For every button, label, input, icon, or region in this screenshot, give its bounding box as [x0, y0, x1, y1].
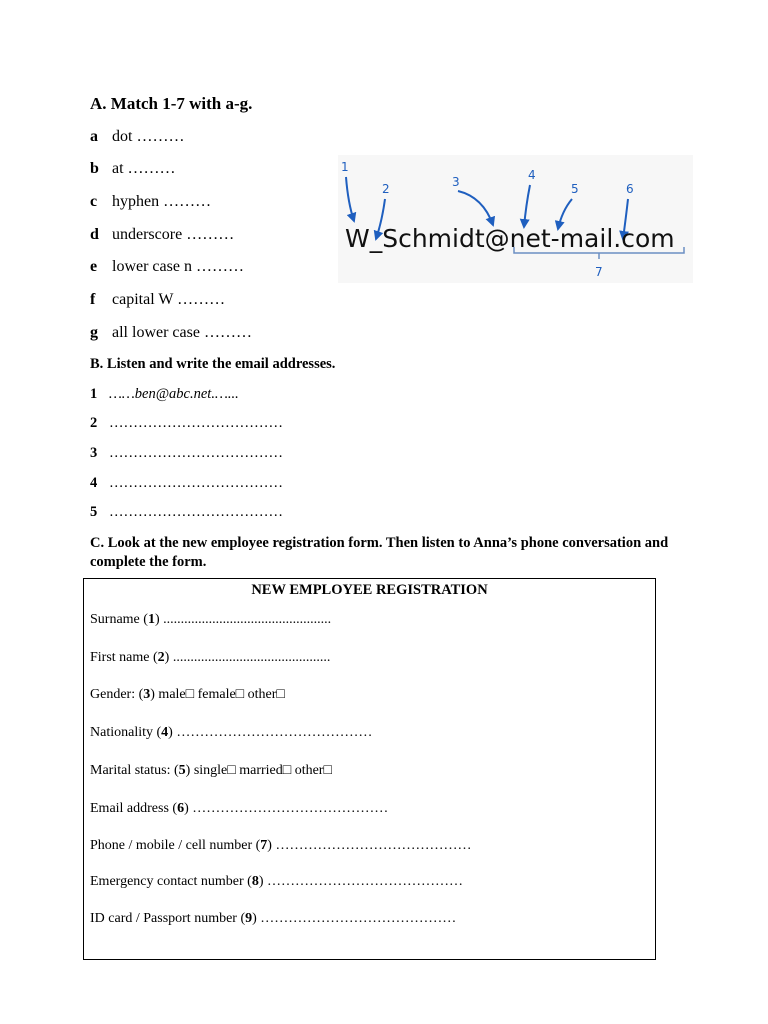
- item-letter: a: [90, 128, 98, 145]
- section-b-title: B. Listen and write the email addresses.: [90, 356, 336, 372]
- row-label: Gender: (: [90, 687, 144, 702]
- form-row-nationality: [90, 725, 372, 741]
- item-text: at ………: [112, 160, 176, 177]
- email-line-5: [90, 504, 283, 521]
- line-number: 4: [90, 475, 98, 491]
- row-label: Marital status: (: [90, 763, 179, 778]
- row-rest: ) ……………………………………: [267, 838, 472, 853]
- line-text: ………………………………: [109, 475, 283, 491]
- form-row-gender: [90, 687, 285, 703]
- form-row-id-card: [90, 911, 456, 927]
- diagram-label-4: 4: [528, 168, 536, 182]
- row-number: 7: [260, 838, 268, 853]
- row-number: 3: [143, 687, 151, 702]
- row-label: First name (: [90, 650, 158, 665]
- diagram-label-6: 6: [626, 182, 634, 196]
- email-line-1: [90, 386, 239, 403]
- match-item-e: [90, 258, 244, 276]
- diagram-label-3: 3: [452, 175, 460, 189]
- form-row-surname: [90, 612, 331, 628]
- line-text: ………………………………: [109, 504, 283, 520]
- row-label: Emergency contact number (: [90, 874, 252, 889]
- match-item-a: [90, 128, 184, 146]
- row-number: 1: [147, 612, 155, 627]
- form-row-first-name: [90, 650, 330, 666]
- item-letter: e: [90, 258, 98, 275]
- email-example: W_Schmidt@net-mail.com: [345, 224, 675, 253]
- email-diagram-svg: [338, 155, 693, 283]
- row-number: 9: [245, 911, 253, 926]
- row-rest: ) ……………………………………: [258, 874, 464, 889]
- email-line-3: [90, 445, 283, 462]
- diagram-label-7: 7: [595, 265, 603, 279]
- line-number: 2: [90, 415, 98, 431]
- form-row-phone: [90, 838, 471, 854]
- form-row-marital-status: [90, 763, 332, 779]
- item-letter: g: [90, 324, 98, 341]
- line-number: 5: [90, 504, 98, 520]
- row-rest: ) .............................................: [164, 650, 331, 665]
- email-diagram: [338, 155, 693, 283]
- section-c-title: C. Look at the new employee registration form. Then listen to Anna’s phone conversation and complete the form.: [90, 535, 669, 570]
- item-text: dot ………: [112, 128, 185, 145]
- line-text: ……ben@abc.net.…...: [109, 386, 239, 402]
- row-label: Nationality (: [90, 725, 162, 740]
- match-item-b: [90, 160, 176, 178]
- row-rest: ) ................................................: [154, 612, 332, 627]
- item-text: underscore ………: [112, 226, 235, 243]
- row-rest: ) ……………………………………: [184, 801, 389, 816]
- match-item-g: [90, 324, 252, 342]
- row-label: Email address (: [90, 801, 178, 816]
- row-label: Phone / mobile / cell number (: [90, 838, 261, 853]
- item-text: all lower case ………: [112, 324, 252, 341]
- item-text: hyphen ………: [112, 193, 212, 210]
- item-letter: c: [90, 193, 98, 210]
- email-line-2: [90, 415, 283, 432]
- row-rest: ) ……………………………………: [252, 911, 457, 926]
- form-row-emergency-contact: [90, 874, 463, 890]
- line-number: 1: [90, 386, 98, 402]
- line-text: ………………………………: [109, 445, 283, 461]
- row-number: 4: [161, 725, 169, 740]
- form-title: NEW EMPLOYEE REGISTRATION: [251, 582, 488, 598]
- diagram-label-2: 2: [382, 182, 390, 196]
- item-letter: f: [90, 291, 96, 308]
- match-item-c: [90, 193, 211, 211]
- line-text: ………………………………: [109, 415, 283, 431]
- match-item-f: [90, 291, 225, 309]
- row-rest: ) ……………………………………: [168, 725, 373, 740]
- line-number: 3: [90, 445, 98, 461]
- row-number: 2: [157, 650, 165, 665]
- email-line-4: [90, 475, 283, 492]
- diagram-label-1: 1: [341, 160, 349, 174]
- diagram-background: [338, 155, 693, 283]
- row-number: 8: [251, 874, 259, 889]
- row-rest: ) single□ married□ other□: [185, 763, 332, 778]
- item-letter: b: [90, 160, 99, 177]
- match-item-d: [90, 226, 234, 244]
- row-label: Surname (: [90, 612, 148, 627]
- item-letter: d: [90, 226, 99, 243]
- item-text: capital W ………: [112, 291, 226, 308]
- row-rest: ) male□ female□ other□: [150, 687, 285, 702]
- row-number: 6: [177, 801, 185, 816]
- item-text: lower case n ………: [112, 258, 244, 275]
- diagram-label-5: 5: [571, 182, 579, 196]
- row-label: ID card / Passport number (: [90, 911, 246, 926]
- section-a-title: A. Match 1-7 with a-g.: [90, 94, 253, 113]
- row-number: 5: [178, 763, 186, 778]
- form-row-email: [90, 801, 388, 817]
